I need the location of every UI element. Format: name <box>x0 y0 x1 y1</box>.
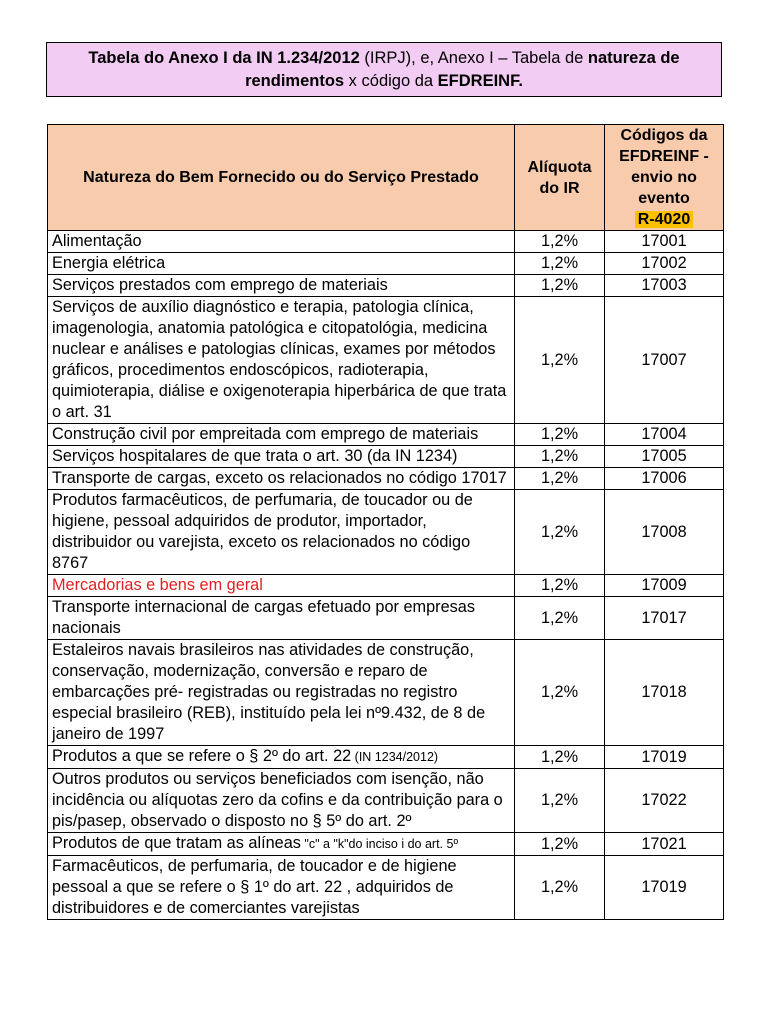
row-code: 17019 <box>605 856 724 920</box>
document-title <box>46 42 722 97</box>
row-code: 17008 <box>605 490 724 575</box>
row-nature: Produtos farmacêuticos, de perfumaria, de toucador ou de higiene, pessoal adquiridos de produtor, importador, distribuidor ou varejista, exceto os relacionados no código 8767 <box>48 490 515 575</box>
row-nature: Construção civil por empreitada com emprego de materiais <box>48 424 515 446</box>
row-code: 17003 <box>605 275 724 297</box>
table-row <box>48 468 724 490</box>
table-row <box>48 253 724 275</box>
row-code: 17006 <box>605 468 724 490</box>
row-rate: 1,2% <box>515 575 605 597</box>
row-nature: Farmacêuticos, de perfumaria, de toucador e de higiene pessoal a que se refere o § 1º do art. 22 , adquiridos de distribuidores e de comerciantes varejistas <box>48 856 515 920</box>
table-row <box>48 231 724 253</box>
row-rate: 1,2% <box>515 640 605 746</box>
row-nature-ref: "c" a "k"do inciso i do art. 5º <box>300 837 459 851</box>
row-nature <box>48 746 515 769</box>
nature-code-table <box>47 124 724 920</box>
table-row <box>48 297 724 424</box>
row-rate: 1,2% <box>515 597 605 640</box>
table-row <box>48 856 724 920</box>
row-nature: Estaleiros navais brasileiros nas atividades de construção, conservação, modernização, conversão e reparo de embarcações pré- registradas ou registradas no registro especial brasileiro (REB), instituído pela lei nº9.432, de 8 de janeiro de 1997 <box>48 640 515 746</box>
row-rate: 1,2% <box>515 746 605 769</box>
row-nature: Mercadorias e bens em geral <box>48 575 515 597</box>
table-row <box>48 833 724 856</box>
title-part5: EFDREINF. <box>437 71 523 90</box>
row-rate: 1,2% <box>515 490 605 575</box>
row-code: 17004 <box>605 424 724 446</box>
row-nature: Serviços de auxílio diagnóstico e terapia, patologia clínica, imagenologia, anatomia patológica e citopatológia, medicina nuclear e análises e patologias clínicas, exames por métodos gráficos, procedimentos endoscópicos, radioterapia, quimioterapia, diálise e oxigenoterapia hiperbárica de que trata o art. 31 <box>48 297 515 424</box>
row-nature: Serviços hospitalares de que trata o art. 30 (da IN 1234) <box>48 446 515 468</box>
row-nature: Outros produtos ou serviços beneficiados com isenção, não incidência ou alíquotas zero da cofins e da contribuição para o pis/pasep, observado o disposto no § 5º do art. 2º <box>48 769 515 833</box>
row-nature: Transporte internacional de cargas efetuado por empresas nacionais <box>48 597 515 640</box>
row-code: 17009 <box>605 575 724 597</box>
row-nature-ref: (IN 1234/2012) <box>351 750 439 764</box>
table-header-row <box>48 125 724 231</box>
row-rate: 1,2% <box>515 468 605 490</box>
row-rate: 1,2% <box>515 424 605 446</box>
title-part1: Tabela do Anexo I da IN 1.234/2012 <box>88 48 360 67</box>
row-code: 17022 <box>605 769 724 833</box>
row-nature: Serviços prestados com emprego de materiais <box>48 275 515 297</box>
row-nature-main: Produtos de que tratam as alíneas <box>52 834 301 852</box>
table-row <box>48 640 724 746</box>
title-part3: natureza de rendimentos <box>245 48 680 90</box>
header-code <box>605 125 724 231</box>
row-nature: Energia elétrica <box>48 253 515 275</box>
row-code: 17017 <box>605 597 724 640</box>
table-row <box>48 769 724 833</box>
table-row <box>48 446 724 468</box>
row-nature-main: Produtos a que se refere o § 2º do art. 22 <box>52 747 352 765</box>
row-code: 17005 <box>605 446 724 468</box>
row-nature: Transporte de cargas, exceto os relacionados no código 17017 <box>48 468 515 490</box>
row-rate: 1,2% <box>515 231 605 253</box>
header-code-event: R-4020 <box>635 211 693 228</box>
header-nature: Natureza do Bem Fornecido ou do Serviço Prestado <box>48 125 515 231</box>
row-rate: 1,2% <box>515 446 605 468</box>
row-rate: 1,2% <box>515 856 605 920</box>
title-part4: x código da <box>344 71 438 90</box>
row-code: 17019 <box>605 746 724 769</box>
row-rate: 1,2% <box>515 297 605 424</box>
row-rate: 1,2% <box>515 833 605 856</box>
row-rate: 1,2% <box>515 769 605 833</box>
row-code: 17001 <box>605 231 724 253</box>
row-code: 17018 <box>605 640 724 746</box>
row-nature: Alimentação <box>48 231 515 253</box>
table-row <box>48 275 724 297</box>
row-code: 17002 <box>605 253 724 275</box>
table-row <box>48 746 724 769</box>
row-rate: 1,2% <box>515 253 605 275</box>
table-row <box>48 490 724 575</box>
table-row <box>48 597 724 640</box>
header-code-text: Códigos da EFDREINF - envio no evento <box>619 127 709 207</box>
row-code: 17007 <box>605 297 724 424</box>
table-row <box>48 575 724 597</box>
header-rate: Alíquota do IR <box>515 125 605 231</box>
row-rate: 1,2% <box>515 275 605 297</box>
row-nature <box>48 833 515 856</box>
table-row <box>48 424 724 446</box>
row-code: 17021 <box>605 833 724 856</box>
title-part2: (IRPJ), e, Anexo I – Tabela de <box>359 48 588 67</box>
